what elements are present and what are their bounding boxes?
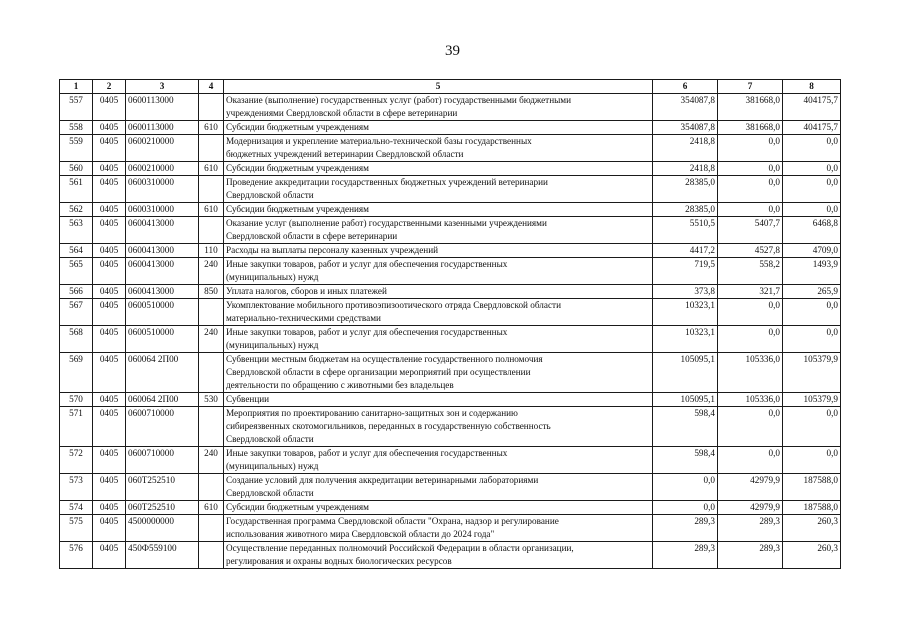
section-code: 0405 — [93, 515, 126, 542]
description-line: Свердловской области — [226, 190, 314, 200]
row-description — [224, 393, 653, 407]
row-number: 576 — [60, 542, 93, 569]
description-line: Иные закупки товаров, работ и услуг для обеспечения государственных — [226, 259, 508, 269]
table-row — [60, 393, 841, 407]
section-code: 0405 — [93, 407, 126, 447]
value-col-6: 598,4 — [653, 447, 718, 474]
expense-type-code: 110 — [199, 244, 224, 258]
target-article-code: 0600510000 — [126, 326, 199, 353]
row-description — [224, 203, 653, 217]
description-line: Свердловской области в сфере организации мероприятий при осуществлении — [226, 367, 531, 377]
section-code: 0405 — [93, 393, 126, 407]
expense-type-code: 530 — [199, 393, 224, 407]
section-code: 0405 — [93, 501, 126, 515]
header-col-4: 4 — [199, 80, 224, 94]
target-article-code: 060Т252510 — [126, 474, 199, 501]
row-description — [224, 326, 653, 353]
value-col-6: 354087,8 — [653, 121, 718, 135]
section-code: 0405 — [93, 258, 126, 285]
section-code: 0405 — [93, 135, 126, 162]
page-number: 39 — [445, 43, 460, 59]
value-col-8: 0,0 — [783, 203, 841, 217]
section-code: 0405 — [93, 121, 126, 135]
table-body — [60, 94, 841, 569]
description-line: Государственная программа Свердловской области "Охрана, надзор и регулирование — [226, 516, 559, 526]
row-number: 567 — [60, 299, 93, 326]
section-code: 0405 — [93, 447, 126, 474]
value-col-6: 2418,8 — [653, 135, 718, 162]
description-line: Мероприятия по проектированию санитарно-защитных зон и содержанию — [226, 408, 518, 418]
row-number: 560 — [60, 162, 93, 176]
table-row — [60, 285, 841, 299]
row-number: 561 — [60, 176, 93, 203]
row-number: 570 — [60, 393, 93, 407]
expense-type-code — [199, 353, 224, 393]
value-col-7: 0,0 — [718, 135, 783, 162]
row-description — [224, 542, 653, 569]
expense-type-code — [199, 407, 224, 447]
table-row — [60, 176, 841, 203]
value-col-7: 105336,0 — [718, 353, 783, 393]
value-col-7: 321,7 — [718, 285, 783, 299]
section-code: 0405 — [93, 285, 126, 299]
value-col-8: 404175,7 — [783, 94, 841, 121]
row-description — [224, 258, 653, 285]
value-col-7: 5407,7 — [718, 217, 783, 244]
table-row — [60, 244, 841, 258]
target-article-code: 0600113000 — [126, 94, 199, 121]
expense-type-code: 240 — [199, 447, 224, 474]
expense-type-code: 240 — [199, 326, 224, 353]
value-col-8: 0,0 — [783, 135, 841, 162]
row-number: 565 — [60, 258, 93, 285]
target-article-code: 450Ф559100 — [126, 542, 199, 569]
row-description — [224, 447, 653, 474]
description-line: Проведение аккредитации государственных бюджетных учреждений ветеринарии — [226, 177, 548, 187]
value-col-6: 5510,5 — [653, 217, 718, 244]
description-line: Укомплектование мобильного противоэпизоотического отряда Свердловской области — [226, 300, 561, 310]
row-description — [224, 162, 653, 176]
expense-type-code — [199, 299, 224, 326]
section-code: 0405 — [93, 353, 126, 393]
value-col-6: 28385,0 — [653, 203, 718, 217]
table-row — [60, 501, 841, 515]
row-number: 571 — [60, 407, 93, 447]
description-line: Свердловской области в сфере ветеринарии — [226, 231, 398, 241]
description-line: деятельности по обращению с животными без владельцев — [226, 380, 454, 390]
header-col-3: 3 — [126, 80, 199, 94]
section-code: 0405 — [93, 162, 126, 176]
row-description — [224, 285, 653, 299]
description-line: Оказание (выполнение) государственных услуг (работ) государственными бюджетными — [226, 95, 572, 105]
expense-type-code: 610 — [199, 121, 224, 135]
row-description — [224, 217, 653, 244]
target-article-code: 0600413000 — [126, 285, 199, 299]
row-description — [224, 407, 653, 447]
row-number: 575 — [60, 515, 93, 542]
table-row — [60, 258, 841, 285]
target-article-code: 0600210000 — [126, 162, 199, 176]
description-line: сибиреязвенных скотомогильников, переданных в государственную собственность — [226, 421, 551, 431]
row-description — [224, 299, 653, 326]
value-col-8: 0,0 — [783, 326, 841, 353]
budget-table — [59, 79, 841, 569]
value-col-8: 404175,7 — [783, 121, 841, 135]
description-line: Субвенции местным бюджетам на осуществление государственного полномочия — [226, 354, 543, 364]
target-article-code: 060064 2П00 — [126, 393, 199, 407]
target-article-code: 0600510000 — [126, 299, 199, 326]
description-line: Расходы на выплаты персоналу казенных учреждений — [226, 245, 439, 255]
section-code: 0405 — [93, 176, 126, 203]
section-code: 0405 — [93, 474, 126, 501]
value-col-6: 289,3 — [653, 542, 718, 569]
target-article-code: 0600413000 — [126, 244, 199, 258]
value-col-6: 354087,8 — [653, 94, 718, 121]
target-article-code: 0600310000 — [126, 203, 199, 217]
description-line: (муниципальных) нужд — [226, 340, 319, 350]
row-description — [224, 121, 653, 135]
table-row — [60, 203, 841, 217]
value-col-7: 558,2 — [718, 258, 783, 285]
row-number: 568 — [60, 326, 93, 353]
target-article-code: 060064 2П00 — [126, 353, 199, 393]
description-line: Иные закупки товаров, работ и услуг для обеспечения государственных — [226, 327, 508, 337]
description-line: Субсидии бюджетным учреждениям — [226, 122, 369, 132]
row-number: 564 — [60, 244, 93, 258]
table-row — [60, 447, 841, 474]
value-col-6: 598,4 — [653, 407, 718, 447]
value-col-8: 260,3 — [783, 542, 841, 569]
target-article-code: 0600113000 — [126, 121, 199, 135]
header-col-7: 7 — [718, 80, 783, 94]
value-col-6: 0,0 — [653, 501, 718, 515]
row-number: 573 — [60, 474, 93, 501]
header-col-2: 2 — [93, 80, 126, 94]
section-code: 0405 — [93, 326, 126, 353]
section-code: 0405 — [93, 94, 126, 121]
row-number: 563 — [60, 217, 93, 244]
value-col-6: 373,8 — [653, 285, 718, 299]
expense-type-code: 240 — [199, 258, 224, 285]
table-row — [60, 326, 841, 353]
table-row — [60, 299, 841, 326]
value-col-7: 0,0 — [718, 203, 783, 217]
target-article-code: 0600413000 — [126, 258, 199, 285]
description-line: Иные закупки товаров, работ и услуг для обеспечения государственных — [226, 448, 508, 458]
target-article-code: 0600710000 — [126, 407, 199, 447]
expense-type-code — [199, 94, 224, 121]
target-article-code: 060Т252510 — [126, 501, 199, 515]
row-number: 566 — [60, 285, 93, 299]
row-number: 559 — [60, 135, 93, 162]
value-col-8: 265,9 — [783, 285, 841, 299]
value-col-7: 381668,0 — [718, 94, 783, 121]
expense-type-code: 610 — [199, 162, 224, 176]
row-description — [224, 176, 653, 203]
row-number: 572 — [60, 447, 93, 474]
expense-type-code: 850 — [199, 285, 224, 299]
description-line: использования животного мира Свердловской области до 2024 года" — [226, 529, 495, 539]
section-code: 0405 — [93, 203, 126, 217]
value-col-6: 289,3 — [653, 515, 718, 542]
value-col-8: 6468,8 — [783, 217, 841, 244]
table-row — [60, 407, 841, 447]
expense-type-code — [199, 176, 224, 203]
value-col-7: 42979,9 — [718, 501, 783, 515]
row-description — [224, 515, 653, 542]
description-line: Модернизация и укрепление материально-технической базы государственных — [226, 136, 532, 146]
expense-type-code — [199, 515, 224, 542]
table-row — [60, 474, 841, 501]
row-description — [224, 501, 653, 515]
value-col-8: 4709,0 — [783, 244, 841, 258]
expense-type-code — [199, 542, 224, 569]
description-line: Субсидии бюджетным учреждениям — [226, 204, 369, 214]
table-row — [60, 217, 841, 244]
value-col-7: 0,0 — [718, 176, 783, 203]
description-line: Уплата налогов, сборов и иных платежей — [226, 286, 387, 296]
section-code: 0405 — [93, 299, 126, 326]
header-col-8: 8 — [783, 80, 841, 94]
value-col-8: 105379,9 — [783, 353, 841, 393]
table-row — [60, 162, 841, 176]
value-col-7: 0,0 — [718, 162, 783, 176]
row-number: 562 — [60, 203, 93, 217]
description-line: (муниципальных) нужд — [226, 461, 319, 471]
value-col-8: 0,0 — [783, 176, 841, 203]
value-col-6: 4417,2 — [653, 244, 718, 258]
description-line: (муниципальных) нужд — [226, 272, 319, 282]
description-line: учреждениями Свердловской области в сфере ветеринарии — [226, 108, 458, 118]
table-row — [60, 515, 841, 542]
description-line: Свердловской области — [226, 434, 314, 444]
value-col-8: 0,0 — [783, 162, 841, 176]
value-col-6: 10323,1 — [653, 299, 718, 326]
value-col-7: 0,0 — [718, 447, 783, 474]
description-line: Свердловской области — [226, 488, 314, 498]
target-article-code: 0600210000 — [126, 135, 199, 162]
description-line: Осуществление переданных полномочий Российской Федерации в области организации, — [226, 543, 574, 553]
expense-type-code — [199, 135, 224, 162]
row-description — [224, 135, 653, 162]
header-col-6: 6 — [653, 80, 718, 94]
value-col-7: 0,0 — [718, 407, 783, 447]
row-description — [224, 353, 653, 393]
table-row — [60, 542, 841, 569]
value-col-7: 0,0 — [718, 326, 783, 353]
value-col-6: 105095,1 — [653, 393, 718, 407]
value-col-8: 187588,0 — [783, 474, 841, 501]
description-line: Оказание услуг (выполнение работ) государственными казенными учреждениями — [226, 218, 547, 228]
description-line: бюджетных учреждений ветеринарии Свердловской области — [226, 149, 464, 159]
value-col-7: 381668,0 — [718, 121, 783, 135]
row-number: 558 — [60, 121, 93, 135]
section-code: 0405 — [93, 217, 126, 244]
description-line: Субсидии бюджетным учреждениям — [226, 163, 369, 173]
description-line: материально-техническими средствами — [226, 313, 381, 323]
value-col-6: 719,5 — [653, 258, 718, 285]
header-row — [60, 80, 841, 94]
value-col-8: 105379,9 — [783, 393, 841, 407]
header-col-5: 5 — [224, 80, 653, 94]
value-col-8: 0,0 — [783, 447, 841, 474]
table-row — [60, 135, 841, 162]
description-line: регулирования и охраны водных биологических ресурсов — [226, 556, 452, 566]
description-line: Субвенции — [226, 394, 270, 404]
value-col-7: 42979,9 — [718, 474, 783, 501]
row-description — [224, 474, 653, 501]
table-row — [60, 121, 841, 135]
header-col-1: 1 — [60, 80, 93, 94]
description-line: Субсидии бюджетным учреждениям — [226, 502, 369, 512]
target-article-code: 0600310000 — [126, 176, 199, 203]
row-description — [224, 244, 653, 258]
section-code: 0405 — [93, 542, 126, 569]
section-code: 0405 — [93, 244, 126, 258]
value-col-7: 105336,0 — [718, 393, 783, 407]
value-col-8: 0,0 — [783, 407, 841, 447]
value-col-8: 260,3 — [783, 515, 841, 542]
row-number: 574 — [60, 501, 93, 515]
row-number: 557 — [60, 94, 93, 121]
expense-type-code — [199, 217, 224, 244]
target-article-code: 4500000000 — [126, 515, 199, 542]
value-col-7: 289,3 — [718, 515, 783, 542]
value-col-7: 289,3 — [718, 542, 783, 569]
value-col-8: 187588,0 — [783, 501, 841, 515]
value-col-6: 105095,1 — [653, 353, 718, 393]
target-article-code: 0600413000 — [126, 217, 199, 244]
expense-type-code: 610 — [199, 203, 224, 217]
target-article-code: 0600710000 — [126, 447, 199, 474]
value-col-7: 4527,8 — [718, 244, 783, 258]
value-col-8: 1493,9 — [783, 258, 841, 285]
expense-type-code: 610 — [199, 501, 224, 515]
table-row — [60, 94, 841, 121]
value-col-6: 28385,0 — [653, 176, 718, 203]
description-line: Создание условий для получения аккредитации ветеринарными лабораториями — [226, 475, 539, 485]
table-row — [60, 353, 841, 393]
row-description — [224, 94, 653, 121]
value-col-7: 0,0 — [718, 299, 783, 326]
value-col-6: 0,0 — [653, 474, 718, 501]
expense-type-code — [199, 474, 224, 501]
value-col-8: 0,0 — [783, 299, 841, 326]
value-col-6: 10323,1 — [653, 326, 718, 353]
value-col-6: 2418,8 — [653, 162, 718, 176]
row-number: 569 — [60, 353, 93, 393]
